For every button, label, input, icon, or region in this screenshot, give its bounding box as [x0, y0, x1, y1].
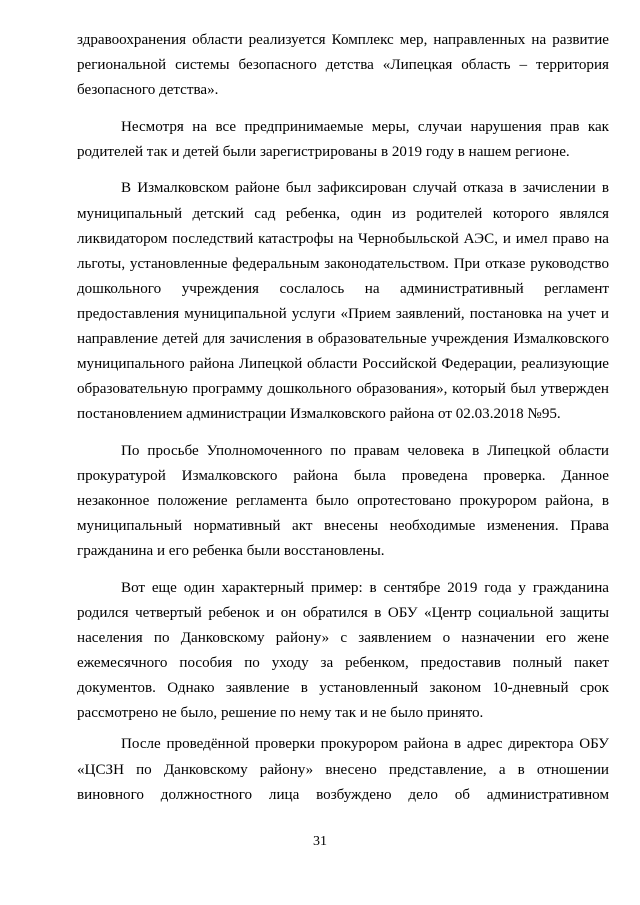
text-line: муниципальный нормативный акт внесены необходимые изменения. Права — [77, 518, 609, 535]
text-line: По просьбе Уполномоченного по правам человека в Липецкой области — [121, 442, 609, 459]
text-line: документов. Однако заявление в установленный законом 10-дневный срок — [77, 680, 609, 697]
text-line: муниципального района Липецкой области Российской Федерации, реализующие — [77, 356, 609, 373]
text-line: родителей так и детей были зарегистрированы в 2019 году в нашем регионе. — [77, 143, 570, 160]
text-line: предоставления муниципальной услуги «Прием заявлений, постановка на учет и — [77, 305, 609, 322]
text-line: ликвидатором последствий катастрофы на Чернобыльской АЭС, и имел право на — [77, 230, 609, 247]
text-line: ежемесячного пособия по уходу за ребенком, предоставив полный пакет — [77, 655, 609, 672]
paragraph-2 — [77, 115, 609, 165]
text-line: безопасного детства». — [77, 82, 219, 99]
body-text — [77, 28, 609, 808]
paragraph-5 — [77, 576, 609, 727]
text-line: виновного должностного лица возбуждено дело об административном — [77, 786, 609, 803]
text-line: «ЦСЗН по Данковскому району» внесено представление, а в отношении — [77, 761, 609, 778]
text-line: льготы, установленные федеральным законодательством. При отказе руководство — [77, 255, 609, 272]
text-line: незаконное положение регламента было опротестовано прокурором района, в — [77, 493, 609, 510]
text-line: дошкольного учреждения сослалось на административный регламент — [77, 280, 609, 297]
text-line: образовательную программу дошкольного образования», который был утвержден — [77, 381, 609, 398]
text-line: постановлением администрации Измалковского района от 02.03.2018 №95. — [77, 406, 561, 423]
text-line: рассмотрено не было, решение по нему так и не было принято. — [77, 705, 484, 722]
text-line: После проведённой проверки прокурором района в адрес директора ОБУ — [121, 736, 609, 753]
text-line: Несмотря на все предпринимаемые меры, случаи нарушения прав как — [121, 118, 609, 135]
paragraph-1 — [77, 28, 609, 103]
text-line: региональной системы безопасного детства «Липецкая область – территория — [77, 57, 609, 74]
page-number: 31 — [313, 834, 327, 849]
paragraph-3 — [77, 176, 609, 427]
paragraph-4 — [77, 439, 609, 564]
text-line: Вот еще один характерный пример: в сентябре 2019 года у гражданина — [121, 579, 609, 596]
text-line: муниципальный детский сад ребенка, один из родителей которого являлся — [77, 205, 609, 222]
text-line: В Измалковском районе был зафиксирован случай отказа в зачислении в — [121, 180, 609, 197]
paragraph-6 — [77, 732, 609, 807]
text-line: прокуратурой Измалковского района была проведена проверка. Данное — [77, 468, 609, 484]
text-line: населения по Данковскому району» с заявлением о назначении его жене — [77, 630, 609, 647]
text-line: родился четвертый ребенок и он обратился в ОБУ «Центр социальной защиты — [77, 604, 609, 621]
text-line: здравоохранения области реализуется Комплекс мер, направленных на развитие — [77, 32, 609, 48]
text-line: гражданина и его ребенка были восстановлены. — [77, 543, 385, 560]
text-line: направление детей для зачисления в образовательные учреждения Измалковского — [77, 331, 609, 348]
